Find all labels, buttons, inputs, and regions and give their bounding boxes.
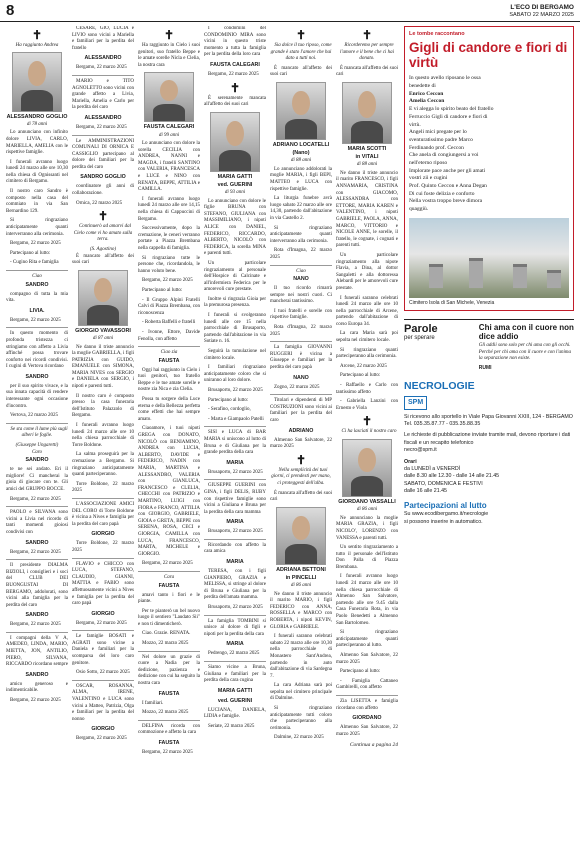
cross-icon: ✝ — [295, 28, 307, 42]
notice-text: Oggi hai raggiunto in Cielo i tuoi genitori, tuo fratello Beppe e le tue amate sorelle e nostre zia Nica e zia Clelia. — [138, 367, 200, 393]
name-line: NANO — [293, 276, 309, 283]
cross-icon: ✝ — [361, 28, 373, 42]
notice-text: I funerali avranno luogo lunedì 24 marzo alle ore 10,30 nella chiesa di Ognissanti nel cimitero di Bergamo. — [6, 159, 68, 185]
hours-line: SABATO, DOMENICA E FESTIVI — [404, 480, 483, 487]
continued-note: Continua a pagina 24 — [349, 742, 398, 749]
notice-text: PAOLO e SILVANA sono vicini a Livia nel ricordo di tanti momenti gioiosi condivisi con — [6, 510, 68, 535]
notice-text: I familiari ringraziano anticipatamente coloro che si uniranno al loro dolore. — [204, 365, 266, 384]
notice-text: È mancata all'affetto dei suoi cari — [270, 490, 332, 503]
notice-text: Si ringraziano anticipatamente quanti interverranno alla cerimonia. — [6, 218, 68, 237]
deceased-age: di 87 anni — [92, 335, 114, 341]
notice-text: Ne danno il triste annuncio il marito FRANCESCO, i figli ANNAMARIA, CRISTINA con GIACOMO, ALESSANDRA con ETTORE, MARIA KAREN e VALENTINO, i nipoti GABRIELE, PAOLA, ANNA, MARCO, VITTORIO e NICOLE ANNE, le sorelle, il fratello, le cognate, i cognati e parenti tutti. — [336, 170, 398, 249]
notice-text: Il nostro caro Sandro è composto nella casa del commiato in via San Bernardino 129. — [6, 189, 68, 214]
condolence-item: - Marta e Giampaolo Patelli — [208, 416, 264, 422]
quote-author: (Giuseppe Ungaretti) — [15, 443, 59, 449]
notice-text: Ne danno il triste annuncio il marito MARIO, i figli FEDERICO con ANNA, ROSSELLA e MARCO con ROBERTA, i nipoti KEVIN, GLORIA e GABRIELE. — [270, 591, 332, 630]
name-line: SANDRO — [25, 539, 49, 546]
notice-date: Brusaporto, 22 marzo 2025 — [208, 529, 263, 535]
notice-text: FLAVIO e CHICCO con LUCA, STEFANO, CLAUDIO, GIANNI, MATTIA e FABIO sono affettuosamente vicini a Nives e famiglia per la perdita del caro papà — [72, 561, 134, 607]
notice-date: Brusaporto, 22 marzo 2025 — [208, 469, 263, 475]
website-link[interactable]: Su www.ecodibergamo.it/necrologie — [404, 511, 489, 518]
deceased-age: di 99 anni — [158, 132, 180, 138]
verse-author: (S. Agostino) — [89, 247, 117, 253]
notice-text: Seguirà la tumulazione nel cimitero locale. — [204, 349, 266, 361]
notice-text: Un particolare ringraziamento alla nipote Flavia, a Dina, al dottor Sangaletti e alla dottoressa Alebardi per le amorevoli cure prestate. — [336, 252, 398, 291]
parole-headline: Chi ama con il cuore non dice addio — [478, 323, 574, 341]
notice-text: I funerali saranno celebrati lunedì 24 marzo alle ore 10 nella parrocchiale di Arcene, partendo dall'abitazione di corso Europa 34. — [336, 295, 398, 327]
cross-icon: ✝ — [163, 28, 175, 42]
portrait-photo — [276, 507, 327, 565]
notice-text: I compagni della V A, AMEDEO, LINDA, MARIO, MIETTA, JON, ANTILIO, PIERO, SILVANA, RICCARDO ricordano sempre — [6, 635, 68, 668]
notice-text: Il nostro caro è composto presso la casa funeraria dell'Istituto Palazzolo di Bergamo. — [72, 393, 134, 419]
notice-text: Ha raggiunto in Cielo i suoi genitori, suo fratello Beppe e le amate sorelle Nicla e Clelia, la nostra cara — [138, 43, 200, 68]
notice-text: Ne danno il triste annuncio la moglie GABRIELLA, i figli PATRIZIA con GUIDO, EMANUELE con SIMONA, MARIA NIVES con SERGIO e DANIELA con SERGIO, i nipoti e parenti tutti. — [72, 344, 134, 390]
page-header — [0, 0, 580, 22]
notice-date: Vertova, 22 marzo 2025 — [10, 413, 59, 419]
notice-date: Torre Boldone, 22 marzo 2025 — [72, 541, 134, 553]
portrait-photo — [144, 72, 195, 122]
name-line: GIORGIO — [91, 610, 115, 617]
online-condolence-title: Partecipazioni al lutto — [404, 500, 487, 510]
notice-text: Ciao. Grazie. RENATA. — [142, 631, 191, 637]
notice-text: Nel dolore un grazie di cuore a Nadia per la dedizione, pazienza e dedizione con cui ha seguito la nostra cara — [138, 654, 200, 687]
notice-text: Lo annunciano con infinito dolore LIVIA, CARLO, MARIELLA, AMELIA con le rispettive famiglie. — [6, 130, 68, 156]
notice-text: I funerali si svolgeranno lunedì alle ore 15 nella parrocchiale di Brusaporto, partendo dall'abitazione in via Sotiate n. 16. — [204, 313, 266, 345]
notice-date: Bergamo, 22 marzo 2025 — [76, 736, 127, 742]
cross-icon: ✝ — [295, 452, 307, 467]
deceased-age: di 88 anni — [356, 162, 378, 168]
notice-text: Ricordando con affetto la cara amica — [204, 542, 266, 555]
notice-text: Ciaoamore, i tuoi nipoti GREGA con DONATO, NICOLÒ con BENIAMINO, ANDREA con LUCIA, ALBERTO, DAVIDE e FEDERICO, NADIN con MARIA, MARTINA e ALESSANDRO, VALERIA con GIANLUCA, FRANCESCO e CLELIA, CHECCHI con PATRIZIO e MARTINO, LUIGI con FIORA e FRANCO, ATTILIA con GIORGIO, GABRIELE, GIOIA e GRETA, BEPPE con SERENA, ROSA, CECI e GIORGIA, CAMILLA con LUCA, FRANCESCO, MARTA, MICHELE e GIORGIO. — [138, 426, 200, 557]
name-line: SANDRO — [25, 281, 49, 288]
notice-text: Si ringraziano tutte le persone che, ricordandola, le hanno voluto bene. — [138, 255, 200, 274]
notice-text: Il presidente DIALMA BIZIOLI, i consiglieri e i soci del CLUB DEI BUONGUSTAI DI BERGAMO, addolorati, sono vicini alla famiglia per la perdita del caro — [6, 563, 68, 608]
necrologie-section — [404, 380, 574, 527]
tomb-story-box — [404, 26, 574, 311]
notice-text: La cara Adriana sarà poi sepolta nel cimitero principale di Dalmine. — [270, 683, 332, 702]
condolence-item: - Il Gruppo Alpini Fratelli Calvi di Piazza Brembana, con riconoscenza — [138, 297, 200, 316]
verse: Ci ha lasciati il nostro caro — [341, 429, 397, 435]
name-line: GIORGIO — [91, 531, 115, 538]
portrait-photo — [342, 439, 393, 497]
notice-date: Arcene, 22 marzo 2025 — [340, 363, 387, 369]
notice-text: È mancato all'affetto dei suoi cari — [270, 65, 332, 78]
condolence-item: - Famiglia Cattaneo Gambirelli, con affetto — [336, 678, 398, 691]
portrait-photo — [276, 82, 327, 140]
notice-text: TERESA, con i figli GIANPIERO, GRAZIA e MELISSA, si stringe al dolore di Bruna e Giuliana per la perdita dell'amata mamma. — [204, 569, 266, 601]
notice-text: È mancato all'affetto dei suoi cari — [72, 253, 134, 266]
notice-date: Rota d'Imagna, 22 marzo 2025 — [270, 325, 332, 337]
condolence-item: - Ivonne, Ettore, Davide Fenolla, con affetto — [138, 329, 200, 342]
sidebar-column — [404, 26, 574, 845]
column-1 — [6, 26, 68, 845]
deceased-name: FAUSTA CALEGARI — [143, 124, 195, 131]
condolence-label: Partecipano al lutto: — [340, 669, 381, 675]
notice-date: Torre Boldone, 22 marzo 2025 — [72, 481, 134, 494]
notice-text: I funerali avranno luogo lunedì 24 marzo alle ore 14,15 nella chiesa di Cappuccini di Bergamo. — [138, 196, 200, 222]
name-line: ALESSANDRO — [84, 114, 122, 121]
parole-quote: Gli addii sono solo per chi ama con gli occhi. Perché per chi ama con il cuore e con l'anima la separazione non esiste. — [478, 343, 571, 362]
column-3 — [138, 26, 200, 845]
publication-name: L'ECO DI BERGAMO — [510, 4, 574, 11]
name-line: SANDRO — [25, 671, 49, 678]
column-6 — [336, 26, 398, 845]
notice-text: È mancata all'affetto dei suoi cari — [336, 65, 398, 78]
notice-text: compagno di tutta la mia vita. — [6, 291, 68, 304]
notice-text: Lo annunciano con dolore le figlie BRUNA con STEFANO, GIULIANA con MASSIMILIANO, i nipoti ALICE con DANIEL, FEDERICO, RICCARDO, ALBERTO, NICOLÒ con FEDERICA, la sorella MINA e parenti tutti. — [204, 198, 266, 257]
notice-date: Bergamo, 22 marzo 2025 — [76, 620, 127, 626]
notice-text: GIUSEPPE GUERINI con GINA, i figli DELIS, RUBY con rispettive famiglie sono vicini a Giuliana e Bruna per la perdita della cara mamma — [204, 483, 266, 515]
notice-text: In questo momento di profonda tristezza ci stringiamo con affetto a Livia affinché possa trovare conforto nei ricordi condivisi. I cugini di Vertova ricordano — [6, 331, 68, 370]
greeting: Ciao — [296, 268, 306, 274]
notice-text: I funerali avranno luogo lunedì 24 marzo alle ore 10 nella chiesa parrocchiale di Torre Boldone. — [72, 423, 134, 448]
notice-date: Bergamo, 22 marzo 2025 — [10, 317, 61, 323]
portrait-photo — [210, 112, 261, 172]
issue-date: SABATO 22 MARZO 2025 — [509, 11, 574, 18]
notice-text: Si ringraziano anticipatamente quanti interverranno alla cerimonia. — [270, 225, 332, 244]
cross-icon: ✝ — [97, 209, 109, 224]
notice-text: La famiglia TOMBINI si unisce al dolore di figli e nipoti per la perdita della cara — [204, 618, 266, 637]
name-line: SANDRO GOGLIO — [80, 174, 126, 181]
notice-text: MARIO e TITO AGNOLETTO sono vicini con grande affetto a Livia, Mariella, Amelia e Carlo per la perdita del caro — [72, 78, 134, 111]
name-line: SANDRO — [25, 612, 49, 619]
deceased-name: GIORGIO VAVASSORI — [75, 327, 131, 334]
notice-date: Bergamo, 22 marzo 2025 — [76, 124, 127, 130]
notice-text: Il tuo ricordo rimarrà sempre nei nostri cuori. Ci mancherai tantissimo. — [270, 286, 332, 305]
hours-line: dalle 8.30 alle 12.30 - dalle 14 alle 21.45 — [404, 473, 500, 480]
name-line: FAUSTA — [158, 739, 180, 746]
notice-text: CESARE, GIO, LUCIA e LIVIO sono vicini a Mariella e familiari per la perdita del fratello — [72, 26, 134, 51]
condolence-label: Partecipano al lutto: — [142, 287, 183, 293]
name-line: LIVIA. — [29, 307, 45, 314]
deceased-age: di 93 anni — [224, 189, 246, 195]
condolence-label: Partecipano al lutto: — [340, 373, 381, 379]
notice-date: Mozzo, 22 marzo 2025 — [142, 641, 189, 647]
notice-text: Si ringraziano anticipatamente quanti parteciperanno al lutto. — [336, 630, 398, 649]
notice-text: I tuoi fratelli e sorelle con rispettive famiglie. — [270, 308, 332, 321]
email-link[interactable]: necro@spm.it — [404, 447, 437, 454]
cross-icon: ✝ — [229, 80, 241, 95]
name-line: MARIA GATTI — [217, 687, 253, 694]
notice-date: Almenno San Salvatore, 22 marzo 2025 — [270, 437, 332, 450]
cross-icon: ✝ — [31, 28, 43, 42]
condolence-item: - Cugino Rita e famiglia — [10, 260, 59, 266]
notice-text: SISI e LUCA di BAR MARIA si uniscono al lutto di Bruna e di Giuliana per la grande perdita della cara — [204, 430, 266, 456]
portrait-photo — [78, 270, 129, 326]
notice-text: La liturgia funebre avrà luogo sabato 22 marzo alle ore 14,30, partendo dall'abitazione in via Castello 2. — [270, 196, 332, 221]
notice-text: DELFINA ricorda con commozione e affetto la cara — [138, 723, 200, 736]
notice-date: Bergamo, 22 marzo 2025 — [10, 549, 61, 555]
condolence-label: Partecipano al lutto: — [10, 250, 51, 256]
name-line: SANDRO — [25, 457, 49, 464]
notice-text: amico generoso e indimenticabile. — [6, 681, 68, 694]
portrait-photo — [342, 82, 393, 144]
greeting: Cara — [163, 574, 175, 580]
verse: Nella semplicità dei tuoi giorni, ci prendesti per mano, ci proteggesti dell'alba. — [271, 467, 331, 486]
greeting: Ciao zia — [160, 350, 178, 356]
deceased-name: MARIA SCOTTI — [347, 145, 387, 152]
deceased-name-married: in VITALI — [355, 154, 379, 161]
deceased-nickname: (Nano) — [292, 150, 310, 157]
name-line: GIORGIO — [91, 726, 115, 733]
photo-caption: Cimitero Isola di San Michele, Venezia — [409, 299, 495, 306]
name-line: FAUSTA — [158, 690, 180, 697]
notice-text: coordinatore gli anni di collaborazione. — [72, 184, 134, 197]
notice-text: Un particolare ringraziamento al personale dell'Hospice di Calcinate e all'infermiera Federica per le amorevoli cure prestate. — [204, 260, 266, 293]
notice-text: È serenamente mancata all'affetto dei suoi cari — [204, 95, 266, 108]
condolence-item: - Gabriella Lanzini con Ernesto e Viola — [336, 399, 398, 411]
name-line: SANDRO — [25, 373, 49, 380]
deceased-name: GIORDANO VASSALLI — [338, 499, 396, 505]
notice-date: Mozzo, 22 marzo 2025 — [142, 710, 189, 716]
box-title: Gigli di candore e fiori di virtù — [409, 40, 568, 70]
name-line: ALESSANDRO — [84, 55, 122, 62]
column-2 — [72, 26, 134, 845]
name-line: NANO — [293, 374, 309, 381]
parole-section — [404, 319, 574, 371]
cemetery-photo — [409, 218, 569, 298]
column-4 — [204, 26, 266, 845]
notice-text: Successivamente, dopo la cremazione, le ceneri verranno portate a Piazza Brembana nella cappella di famiglia. — [138, 226, 200, 251]
name-line: ved. GUERINI — [217, 697, 253, 704]
website-note: si possono inserire in automatico. — [404, 518, 483, 525]
condolence-label: Partecipano al lutto: — [208, 397, 249, 403]
deceased-name: MARIA GATTI — [217, 173, 253, 180]
notice-text: La famiglia GIOVANNI RUGGERI è vicina a Giuseppe e familiari per la perdita del caro papà — [270, 345, 332, 371]
hours-label: Orari — [404, 458, 417, 465]
notice-text: amavi tanto i fiori e le piante. — [138, 592, 200, 605]
name-line: FAUSTA CALEGARI — [210, 61, 260, 68]
box-kicker: Le tombe raccontano — [409, 31, 465, 37]
notice-date: Seriate, 22 marzo 2025 — [208, 723, 255, 729]
notice-text: L'ASSOCIAZIONE AMICI DEL CORO di Torre Boldone è vicina a Nives e famiglia per la perdita del caro papà — [72, 501, 134, 527]
notice-date: Zogno, 22 marzo 2025 — [274, 384, 320, 390]
verse: Continuerò ad amarvi dal Cielo come vi ho amato sulla terra. — [73, 224, 133, 243]
portrait-photo — [12, 52, 63, 112]
notice-text: LUCIANA, DANIELA, LIDIA e famiglie. — [204, 707, 266, 720]
name-line: MARIA — [226, 519, 244, 526]
notice-text: Un sentito ringraziamento a tutto il personale dell'Istituto Don Palla di Piazza Brembana. — [336, 545, 398, 570]
notice-date: Rota d'Imagna, 22 marzo 2025 — [270, 248, 332, 260]
deceased-name: ADRIANA BETTONI — [276, 566, 326, 573]
notice-text: Per te pianterò un bel nuovo luogo il sentiero "Laudato Sii" e non ti dimenticherò. — [138, 608, 200, 627]
condolence-item: - Raffaello e Carlo con tantissimo affetto — [336, 383, 398, 395]
cross-icon: ✝ — [361, 414, 373, 429]
name-line: ADRIANO — [288, 427, 314, 434]
notice-date: Bergamo, 22 marzo 2025 — [10, 496, 61, 502]
verse: Sia dolce il tuo riposo, come grande è stato l'amore che hai dato a tutti noi. — [270, 43, 332, 62]
quote: Se sta come il lume più sugli alberi le foglie. — [10, 426, 68, 439]
name-line: GIORDANO — [352, 715, 382, 722]
office-info: Si ricevono allo sportello in Viale Papa Giovanni XXIII, 124 - BERGAMO Tel. 035.35.87.77 - 035.35.88.35 — [404, 413, 573, 428]
notice-text: Si ringraziano quanti parteciperanno alla cerimonia. — [336, 347, 398, 360]
hours-line: da LUNEDÌ a VENERDÌ — [404, 466, 461, 473]
notice-text: per il suo spirito vivace, e la sua innata capacità di rendere interessante ogni occasione d'incontro. — [6, 383, 68, 409]
notice-date: Almenno San Salvatore, 22 marzo 2025 — [336, 725, 398, 737]
notice-text: La salma proseguirà per la cremazione a Bergamo. Si ringraziano anticipatamente quanti parteciperanno. — [72, 452, 134, 478]
verse: Ricorderemo per sempre l'amore e il bene che ci hai donato. — [340, 43, 394, 62]
notice-date: Bergamo, 22 marzo 2025 — [142, 749, 193, 755]
name-line: MARIA — [226, 641, 244, 648]
notice-text: Inoltre si ringrazia Gioia per la premurosa presenza. — [204, 296, 266, 309]
notice-text: Siamo vicine a Bruna, Giuliana e familiari per la perdita della cara cugina — [204, 664, 266, 684]
deceased-age: di 78 anni — [26, 121, 48, 127]
parole-title: Parole — [404, 323, 438, 336]
deceased-age: di 86 anni — [290, 582, 312, 588]
notice-date: Osio Sotto, 22 marzo 2025 — [76, 670, 130, 676]
notice-text: La cara Maria sarà poi sepolta nel cimitero locale. — [336, 331, 398, 344]
email-info: Le richieste di pubblicazione inviate tramite mail, devono riportare i dati fiscali e un recapito telefonico — [404, 432, 571, 446]
notice-date: Bergamo, 22 marzo 2025 — [10, 698, 61, 704]
deceased-name-married: in PINCELLI — [285, 574, 317, 581]
notice-text: te ne sei andato. Eri il migliore! Ci mancherai la gioia di giocare con te. Gli amici del GRUPPO BOCCE. — [6, 467, 68, 492]
name-line: FAUSTA — [158, 582, 180, 589]
parole-subtitle: per sperare — [404, 335, 435, 342]
name-line: FAUSTA — [158, 357, 180, 364]
notice-text: Titolari e dipendenti di MP COSTRUZIONI sono vicini ai familiari per la perdita del caro — [270, 398, 332, 423]
deceased-age: di 86 anni — [356, 507, 378, 513]
notice-date: Brusaporto, 22 marzo 2025 — [208, 605, 263, 611]
notice-date: Pedrengo, 22 marzo 2025 — [208, 651, 260, 657]
notice-date: Bergamo, 22 marzo 2025 — [10, 241, 61, 247]
deceased-name-married: ved. GUERINI — [217, 181, 253, 188]
notice-text: Le AMMINISTRAZIONI COMUNALI DI ORNICA E CASSIGLIO partecipano al dolore dei familiari per la perdita del caro — [72, 138, 134, 170]
parole-author: RUMI — [478, 364, 492, 371]
notice-date: Ornica, 22 marzo 2025 — [76, 200, 123, 206]
deceased-name: ADRIANO LOCATELLI — [272, 141, 330, 148]
notice-date: Bergamo, 22 marzo 2025 — [208, 71, 259, 77]
condolence-item: - Serafino, cordoglio, — [208, 407, 251, 413]
notice-text: Le famiglie BOSATI e AGRATI sono vicine a Daniela e familiari per la scomparsa del loro caro genitore. — [72, 634, 134, 666]
notice-text: Si ringraziano anticipatamente tutti coloro che parteciperanno alla cerimonia. — [270, 706, 332, 731]
notice-date: Bergamo, 22 marzo 2025 — [76, 65, 127, 71]
notice-text: OSCAR, ROSANNA, ALMA, IRENE, VALENTINO e LUCA sono vicini a Matteo, Patrizia, Olga e familiari per la perdita del nonno — [72, 683, 134, 722]
notice-date: Bergamo, 22 marzo 2025 — [10, 622, 61, 628]
spm-logo-icon: SPM — [404, 396, 427, 409]
notice-date: Dalmine, 22 marzo 2025 — [274, 735, 324, 741]
hours-line: dalle 16 alle 21.45 — [404, 488, 447, 495]
condolence-item: - Roberta Baffelli e fratelli — [142, 320, 196, 326]
notice-text: I funerali saranno celebrati sabato 22 marzo alle ore 10,30 nella parrocchiale di Monastero Sant'Andrea, partendo in auto dall'abitazione di via Sardegna 7. — [270, 634, 332, 679]
deceased-age: di 88 anni — [290, 158, 312, 164]
epitaph-text: In questo avello riposano le ossa benedette di Enrico Ceccon Amelia Ceccon E vi alegga lo spirito beato del fratello Ferruccio Gigli di candore e fiori di virtù. Angeli mici pregate per lo sventuratissimo padre Marco Ferdinando prof. Ceccon Che anela di congiungersi a voi nell'eterno riposo Implorate pace anche per gli amati vostri zii e cugini Prof. Quinto Ceccon e Anna Degan Di cui foste delizia e conforto Nella vostra troppo breve dimora quaggiù. — [409, 75, 494, 213]
notice-text: I funerali avranno luogo lunedì 24 marzo alle ore 10 nella chiesa parrocchiale di Almenno San Salvatore, partendo alle ore 9.45 dalla Casa Funeraria Rota, in via Paolo Benedetti a Almenno San Bartolomeo. — [336, 574, 398, 626]
notice-text: I condòmini del CONDOMINIO MIRA sono vicini in questo triste momento a tutta la famiglia per la perdita della loro cara — [204, 26, 266, 58]
name-line: MARIA — [226, 559, 244, 566]
notice-date: Bergamo, 22 marzo 2025 — [142, 278, 193, 284]
notice-text: Ne annunciano la moglie MARIA GRAZIA, i figli NICOLO', LORENZO con VANESSA e parenti tutti. — [336, 515, 398, 541]
notice-text: Lo annunciano addolorati la moglie MARIA, i figli BEPI, MATTEO e LUCA con rispettive famiglie. — [270, 166, 332, 192]
name-line: MARIA — [226, 459, 244, 466]
greeting: Ciao — [32, 274, 42, 279]
column-5 — [270, 26, 332, 845]
notice-text: Zia LISETTA e famiglia ricordano con affetto — [336, 698, 398, 711]
deceased-name: ALESSANDRO GOGLIO — [6, 113, 68, 120]
notice-intro: Ha raggiunto Andrea — [15, 43, 59, 48]
notice-text: I familiari. — [142, 700, 164, 706]
greeting: Caro — [31, 449, 43, 455]
notice-date: Almenno San Salvatore, 22 marzo 2025 — [336, 653, 398, 665]
necrologie-title: NECROLOGIE — [404, 379, 475, 392]
page-number: 8 — [6, 2, 15, 19]
masthead — [509, 4, 574, 18]
notice-date: Brusaporto, 22 marzo 2025 — [208, 388, 263, 394]
notice-text: Lo annunciano con dolore la sorella CECILIA con ANDREA, NANNI e MAGDA, i fratelli SANTINO con VALERIA, FRANCESCA e LUCE e NINO con RENATA, BEPPE, ATTILIA e CAMILLA. — [138, 141, 200, 193]
notice-text: Possa tu sorgere della Luce eterna e della Bellezza perfetta come effetti che hai sempre amato. — [138, 397, 200, 422]
notice-date: Bergamo, 22 marzo 2025 — [142, 561, 193, 567]
